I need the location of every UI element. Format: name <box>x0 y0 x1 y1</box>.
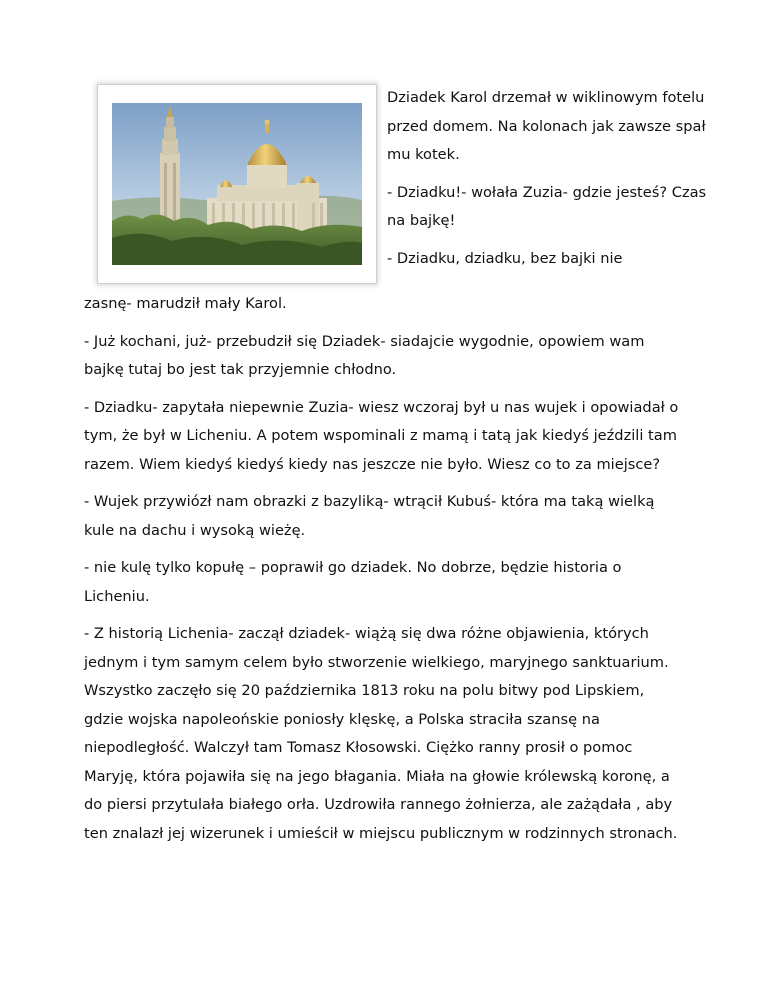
intro-paragraph-2: - Dziadku!- wołała Zuzia- gdzie jesteś? Czas na bajkę! <box>387 183 707 229</box>
paragraph-2: - Już kochani, już- przebudził się Dziadek- siadajcie wygodnie, opowiem wam bajkę tutaj bo jest tak przyjemnie chłodno. <box>84 332 645 378</box>
paragraph-6: - Z historią Lichenia- zaczął dziadek- wiążą się dwa różne objawienia, których jednym i tym samym celem było stworzenie wielkiego, maryjnego sanktuarium. Wszystko zaczęło się 20 października 1813 roku na polu bitwy pod Lipskiem, gdzie wojska napoleońskie poniosły klęskę, a Polska straciła szansę na niepodległość. Walczył tam Tomasz Kłosowski. Ciężko ranny prosił o pomoc Maryję, która pojawiła się na jego błagania. Miała na głowie królewską koronę, a do piersi przytulała białego orła. Uzdrowiła rannego żołnierza, ale zażądała , aby ten znalazł jej wizerunek i umieścił w miejscu publicznym w rodzinnych stronach. <box>84 625 678 842</box>
paragraph-3: - Dziadku- zapytała niepewnie Zuzia- wiesz wczoraj był u nas wujek i opowiadał o tym, że był w Licheniu. A potem wspominali z mamą i tatą jak kiedyś jeździli tam razem. Wiem kiedyś kiedyś kiedy nas jeszcze nie było. Wiesz co to za miejsce? <box>84 398 679 473</box>
intro-text-column <box>387 84 717 282</box>
basilica-photo <box>112 103 362 265</box>
paragraph-5: - nie kulę tylko kopułę – poprawił go dziadek. No dobrze, będzie historia o Licheniu. <box>84 559 622 605</box>
paragraph-1: zasnę- marudził mały Karol. <box>84 295 287 312</box>
paragraph-4: - Wujek przywiózł nam obrazki z bazyliką- wtrącił Kubuś- która ma taką wielką kule na dachu i wysoką wieżę. <box>84 493 655 539</box>
intro-paragraph-3: - Dziadku, dziadku, bez bajki nie <box>387 249 623 267</box>
story-body <box>84 290 684 857</box>
intro-paragraph-1: Dziadek Karol drzemał w wiklinowym fotelu przed domem. Na kolonach jak zawsze spał mu kotek. <box>387 89 706 163</box>
basilica-photo-frame <box>97 84 377 284</box>
